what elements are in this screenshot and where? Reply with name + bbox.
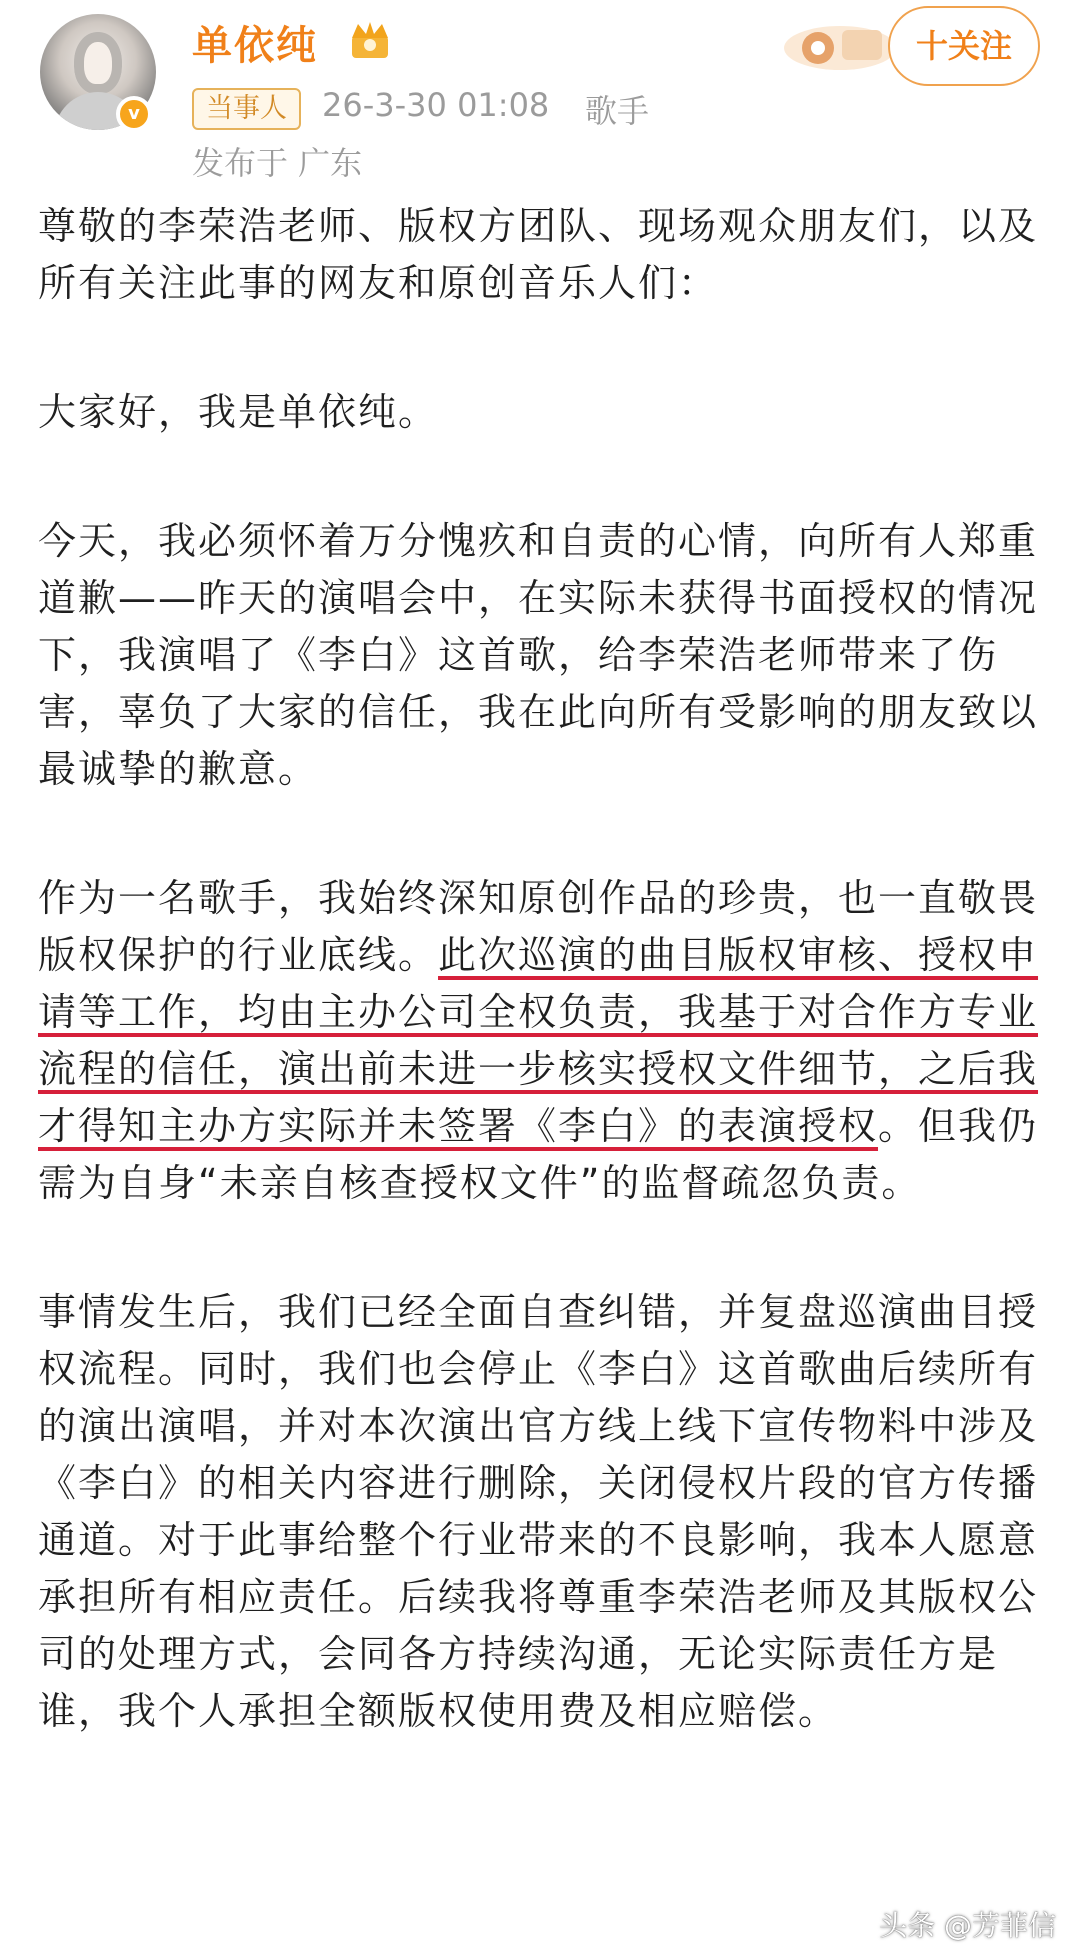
follow-button[interactable]: 十关注 (888, 6, 1040, 86)
verified-icon: v (116, 96, 152, 132)
paragraph-4-end: 。但我仍需为自身“未亲自核查授权文件”的监督疏忽负责。 (38, 1104, 1039, 1205)
paragraph-3: 今天，我必须怀着万分愧疚和自责的心情，向所有人郑重道歉——昨天的演唱会中，在实际未获得书面授权的情况下，我演唱了《李白》这首歌，给李荣浩老师带来了伤害，辜负了大家的信任，我在此向所有受影响的朋友致以最诚挚的歉意。 (38, 519, 1039, 791)
user-role: 歌手 (585, 92, 650, 130)
highlighted-text: 此次巡演的曲目版权审核、授权申请等工作，均由主办公司全权负责，我基于对合作方专业流程的信任，演出前未进一步核实授权文件细节，之后我才得知主办方实际并未签署《李白》的表演授权 (38, 933, 1039, 1148)
paragraph-5: 事情发生后，我们已经全面自查纠错，并复盘巡演曲目授权流程。同时，我们也会停止《李白》这首歌曲后续所有的演出演唱，并对本次演出官方线上线下宣传物料中涉及《李白》的相关内容进行删除，关闭侵权片段的官方传播通道。对于此事给整个行业带来的不良影响，我本人愿意承担所有相应责任。后续我将尊重李荣浩老师及其版权公司的处理方式，会同各方持续沟通，无论实际责任方是谁，我个人承担全额版权使用费及相应赔偿。 (38, 1290, 1039, 1733)
paragraph-4-intro: 作为一名歌手，我始终深知原创作品的珍贵，也一直敬畏版权保护的行业底线。 (38, 876, 1039, 977)
sticker-icon (780, 14, 900, 74)
post-header (0, 0, 1080, 190)
paragraph-4 (38, 870, 1048, 1212)
post-time: 26-3-30 01:08 (322, 86, 550, 124)
watermark: 头条 @芳菲信 (879, 1909, 1056, 1942)
crown-icon (346, 18, 394, 62)
username[interactable]: 单依纯 (192, 23, 318, 69)
avatar-face (74, 32, 122, 94)
role-badge: 当事人 (192, 88, 301, 130)
post-body (38, 198, 1048, 1812)
paragraph-2: 大家好，我是单依纯。 (38, 390, 439, 434)
paragraph-1: 尊敬的李荣浩老师、版权方团队、现场观众朋友们，以及所有关注此事的网友和原创音乐人们： (38, 204, 1039, 305)
post-location: 发布于 广东 (192, 144, 363, 182)
